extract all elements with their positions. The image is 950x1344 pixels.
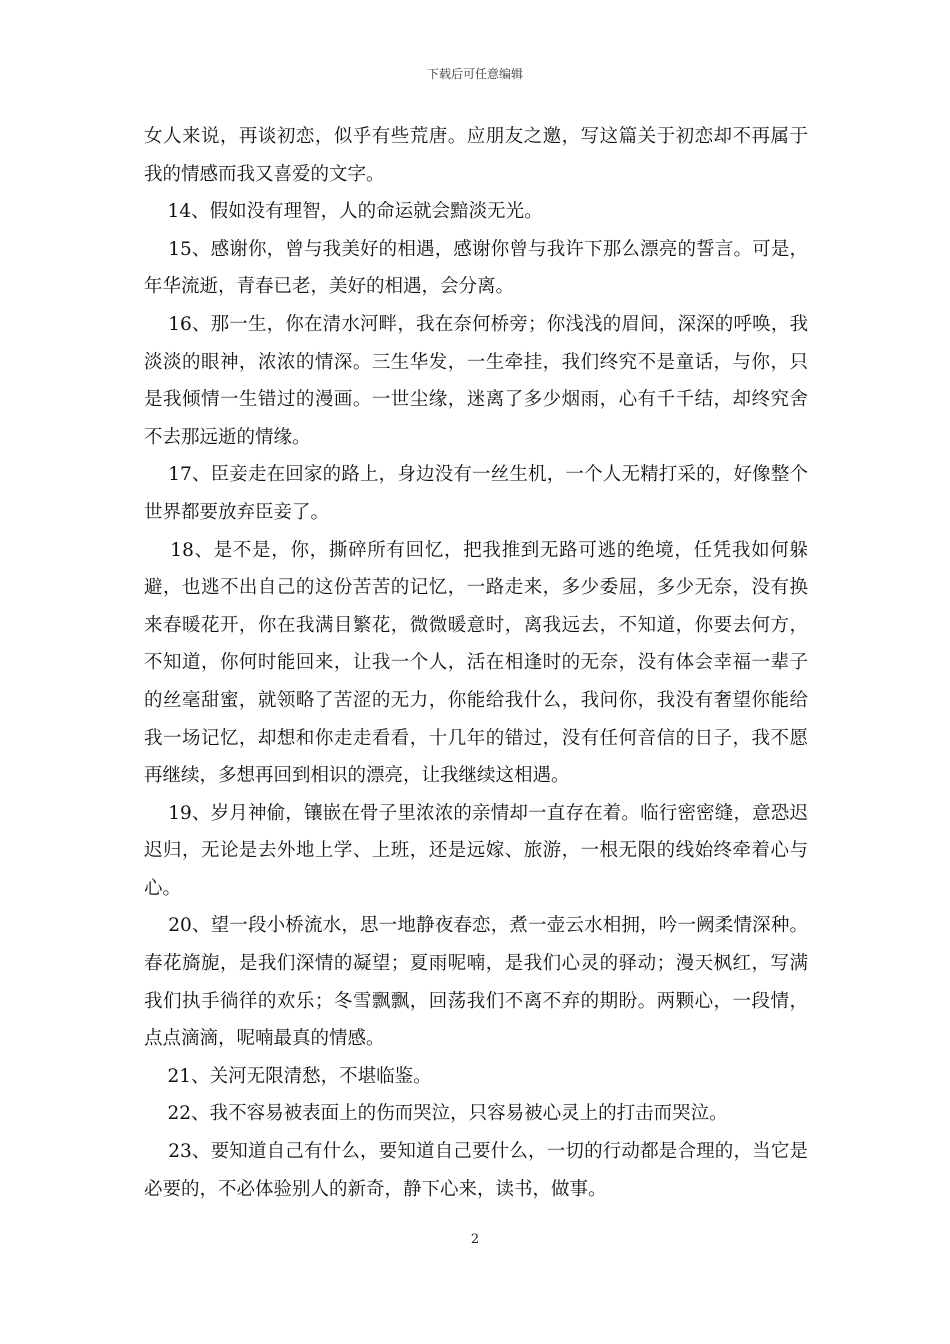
paragraph: 16、那一生，你在清水河畔，我在奈何桥旁；你浅浅的眉间，深深的呼唤，我淡淡的眼神，浓浓的情深。三生华发，一生牵挂，我们终究不是童话，与你，只是我倾情一生错过的漫画。一世尘缘，迷离了多少烟雨，心有千千结，却终究舍不去那远逝的情缘。 — [144, 313, 808, 448]
paragraph: 15、感谢你，曾与我美好的相遇，感谢你曾与我许下那么漂亮的誓言。可是，年华流逝，青春已老，美好的相遇，会分离。 — [144, 238, 808, 298]
paragraph: 21、关河无限清愁，不堪临鉴。 — [144, 1065, 432, 1087]
document-body — [144, 118, 808, 1208]
paragraph: 22、我不容易被表面上的伤而哭泣，只容易被心灵上的打击而哭泣。 — [144, 1103, 728, 1125]
page-header: 下载后可任意编辑 — [426, 67, 523, 81]
paragraph: 女人来说，再谈初恋，似乎有些荒唐。应朋友之邀，写这篇关于初恋却不再属于我的情感而我又喜爱的文字。 — [144, 126, 808, 185]
paragraph: 14、假如没有理智，人的命运就会黯淡无光。 — [144, 201, 543, 223]
paragraph: 20、望一段小桥流水，思一地静夜春恋，煮一壶云水相拥，吟一阙柔情深种。春花旖旎，是我们深情的凝望；夏雨呢喃，是我们心灵的驿动；漫天枫红，写满我们执手徜徉的欢乐；冬雪飘飘，回荡我们不离不弃的期盼。两颗心，一段情，点点滴滴，呢喃最真的情感。 — [144, 915, 808, 1050]
paragraph: 23、要知道自己有什么，要知道自己要什么，一切的行动都是合理的，当它是必要的，不必体验别人的新奇，静下心来，读书，做事。 — [144, 1141, 808, 1200]
page-number: 2 — [470, 1232, 480, 1247]
paragraph: 17、臣妾走在回家的路上，身边没有一丝生机，一个人无精打采的，好像整个世界都要放弃臣妾了。 — [144, 464, 808, 523]
paragraph: 19、岁月神偷，镶嵌在骨子里浓浓的亲情却一直存在着。临行密密缝，意恐迟迟归，无论是去外地上学、上班，还是远嫁、旅游，一根无限的线始终牵着心与心。 — [144, 802, 808, 899]
paragraph: 18、是不是，你，撕碎所有回忆，把我推到无路可逃的绝境，任凭我如何躲避，也逃不出自己的这份苦苦的记忆，一路走来，多少委屈，多少无奈，没有换来春暖花开，你在我满目繁花，微微暖意时，离我远去，不知道，你要去何方，不知道，你何时能回来，让我一个人，活在相逢时的无奈，没有体会幸福一辈子的丝毫甜蜜，就领略了苦涩的无力，你能给我什么，我问你，我没有奢望你能给我一场记忆，却想和你走走看看，十几年的错过，没有任何音信的日子，我不愿再继续，多想再回到相识的漂亮，让我继续这相遇。 — [144, 539, 808, 787]
